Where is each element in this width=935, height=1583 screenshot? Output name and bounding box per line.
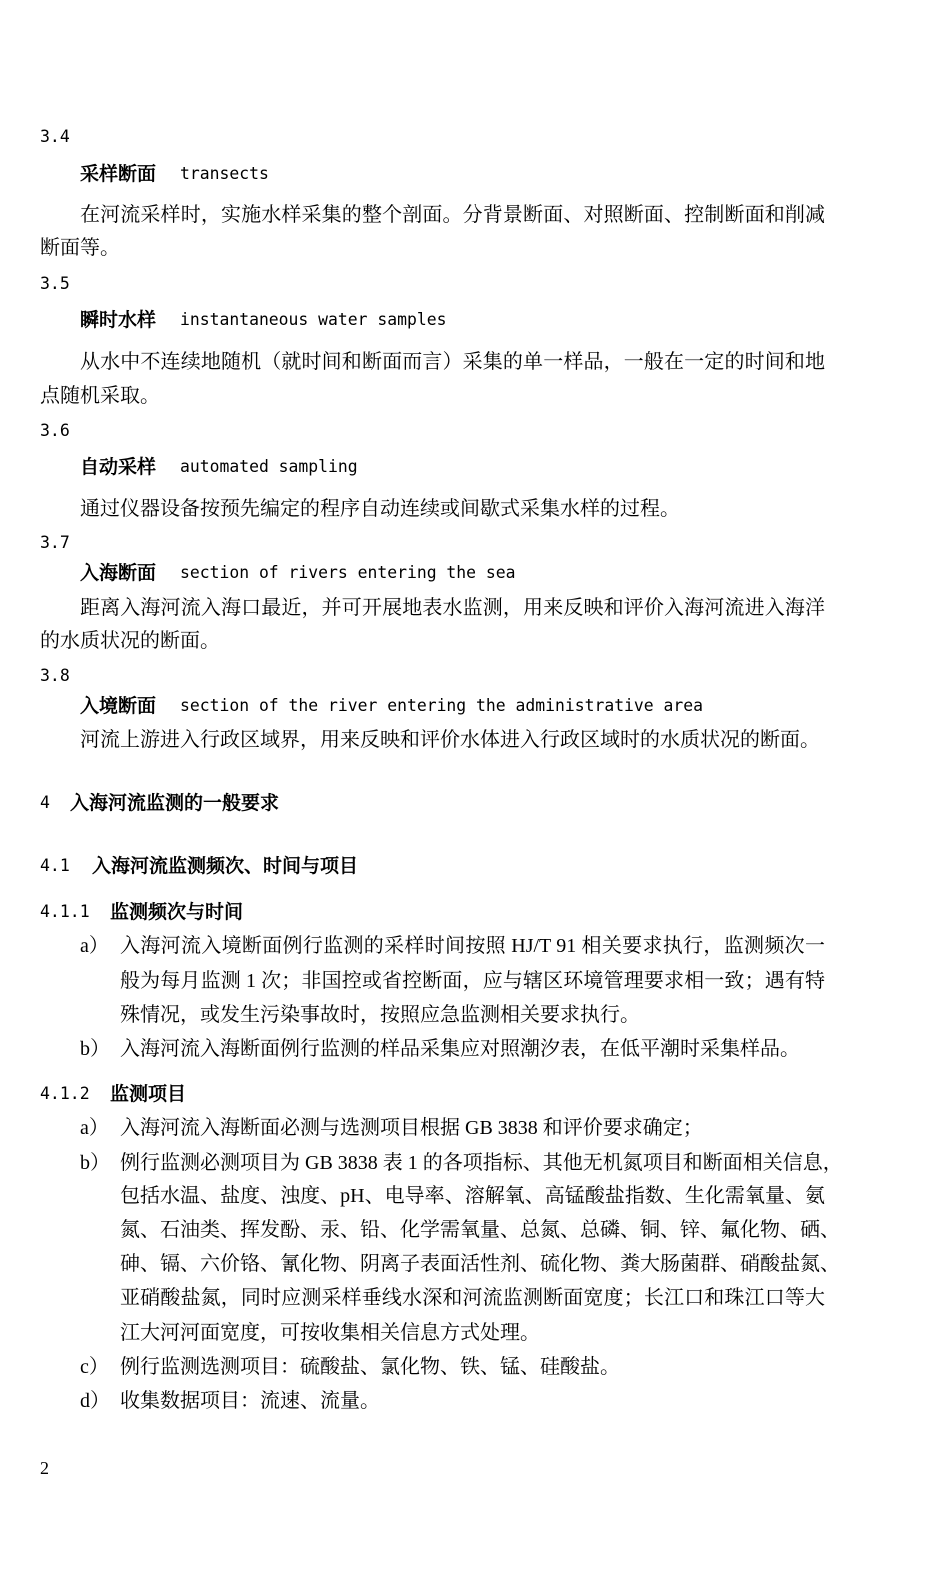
term-definition-line: 从水中不连续地随机（就时间和断面而言）采集的单一样品，一般在一定的时间和地 <box>80 351 825 373</box>
chapter-title: 入海河流监测的一般要求 <box>70 792 280 814</box>
list-item-label: c） <box>80 1356 109 1378</box>
term-number: 3.6 <box>40 421 70 440</box>
term-heading <box>80 562 516 584</box>
list-item-label: b） <box>80 1152 110 1174</box>
term-heading <box>80 695 704 717</box>
term-definition-line: 在河流采样时，实施水样采集的整个剖面。分背景断面、对照断面、控制断面和削减 <box>80 204 825 226</box>
term-heading <box>80 309 447 331</box>
term-definition-line: 的水质状况的断面。 <box>40 630 220 652</box>
term-number: 3.4 <box>40 127 70 146</box>
term-definition-line: 通过仪器设备按预先编定的程序自动连续或间歇式采集水样的过程。 <box>80 498 680 520</box>
list-item-line: 例行监测必测项目为 GB 3838 表 1 的各项指标、其他无机氮项目和断面相关信息， <box>120 1152 843 1174</box>
term-number: 3.5 <box>40 274 70 293</box>
list-item-line: 入海河流入海断面例行监测的样品采集应对照潮汐表，在低平潮时采集样品。 <box>120 1038 800 1060</box>
term-number: 3.7 <box>40 533 70 552</box>
list-item-label: a） <box>80 935 109 957</box>
list-item-label: b） <box>80 1038 110 1060</box>
subsection-number: 4.1.1 <box>40 902 90 921</box>
term-chinese: 采样断面 <box>80 163 157 185</box>
term-number: 3.8 <box>40 666 70 685</box>
list-item-line: 入海河流入境断面例行监测的采样时间按照 HJ/T 91 相关要求执行，监测频次一 <box>120 935 825 957</box>
list-item-label: d） <box>80 1390 110 1412</box>
term-definition-line: 点随机采取。 <box>40 385 160 407</box>
section-title: 入海河流监测频次、时间与项目 <box>92 855 359 877</box>
subsection-title: 监测项目 <box>110 1083 187 1105</box>
subsection-number: 4.1.2 <box>40 1084 90 1103</box>
term-chinese: 入境断面 <box>80 695 157 717</box>
term-heading <box>80 163 269 185</box>
section-number: 4.1 <box>40 856 70 875</box>
list-item-line: 亚硝酸盐氮，同时应测采样垂线水深和河流监测断面宽度；长江口和珠江口等大 <box>120 1287 825 1309</box>
chapter-number: 4 <box>40 793 50 812</box>
term-definition-line: 距离入海河流入海口最近，并可开展地表水监测，用来反映和评价入海河流进入海洋 <box>80 597 825 619</box>
term-chinese: 入海断面 <box>80 562 157 584</box>
list-item-line: 江大河河面宽度，可按收集相关信息方式处理。 <box>120 1322 540 1344</box>
term-english: automated sampling <box>180 457 358 476</box>
list-item-line: 砷、镉、六价铬、氰化物、阴离子表面活性剂、硫化物、粪大肠菌群、硝酸盐氮、 <box>120 1253 840 1275</box>
subsection-title: 监测频次与时间 <box>110 901 244 923</box>
list-item-line: 包括水温、盐度、浊度、pH、电导率、溶解氧、高锰酸盐指数、生化需氧量、氨 <box>120 1185 825 1207</box>
list-item-line: 例行监测选测项目：硫酸盐、氯化物、铁、锰、硅酸盐。 <box>120 1356 620 1378</box>
term-definition-line: 断面等。 <box>40 237 120 259</box>
list-item-line: 殊情况，或发生污染事故时，按照应急监测相关要求执行。 <box>120 1004 640 1026</box>
list-item-line: 入海河流入海断面必测与选测项目根据 GB 3838 和评价要求确定； <box>120 1117 703 1139</box>
list-item-line: 氮、石油类、挥发酚、汞、铅、化学需氧量、总氮、总磷、铜、锌、氟化物、硒、 <box>120 1219 840 1241</box>
list-item-label: a） <box>80 1117 109 1139</box>
term-chinese: 瞬时水样 <box>80 309 157 331</box>
term-english: instantaneous water samples <box>180 310 447 329</box>
term-heading <box>80 456 358 478</box>
list-item-line: 般为每月监测 1 次；非国控或省控断面，应与辖区环境管理要求相一致；遇有特 <box>120 970 825 992</box>
term-chinese: 自动采样 <box>80 456 157 478</box>
list-item-line: 收集数据项目：流速、流量。 <box>120 1390 380 1412</box>
term-definition-line: 河流上游进入行政区域界，用来反映和评价水体进入行政区域时的水质状况的断面。 <box>80 729 820 751</box>
term-english: transects <box>180 164 269 183</box>
term-english: section of the river entering the administrative area <box>180 696 704 715</box>
page-number: 2 <box>40 1458 49 1478</box>
term-english: section of rivers entering the sea <box>180 563 516 582</box>
